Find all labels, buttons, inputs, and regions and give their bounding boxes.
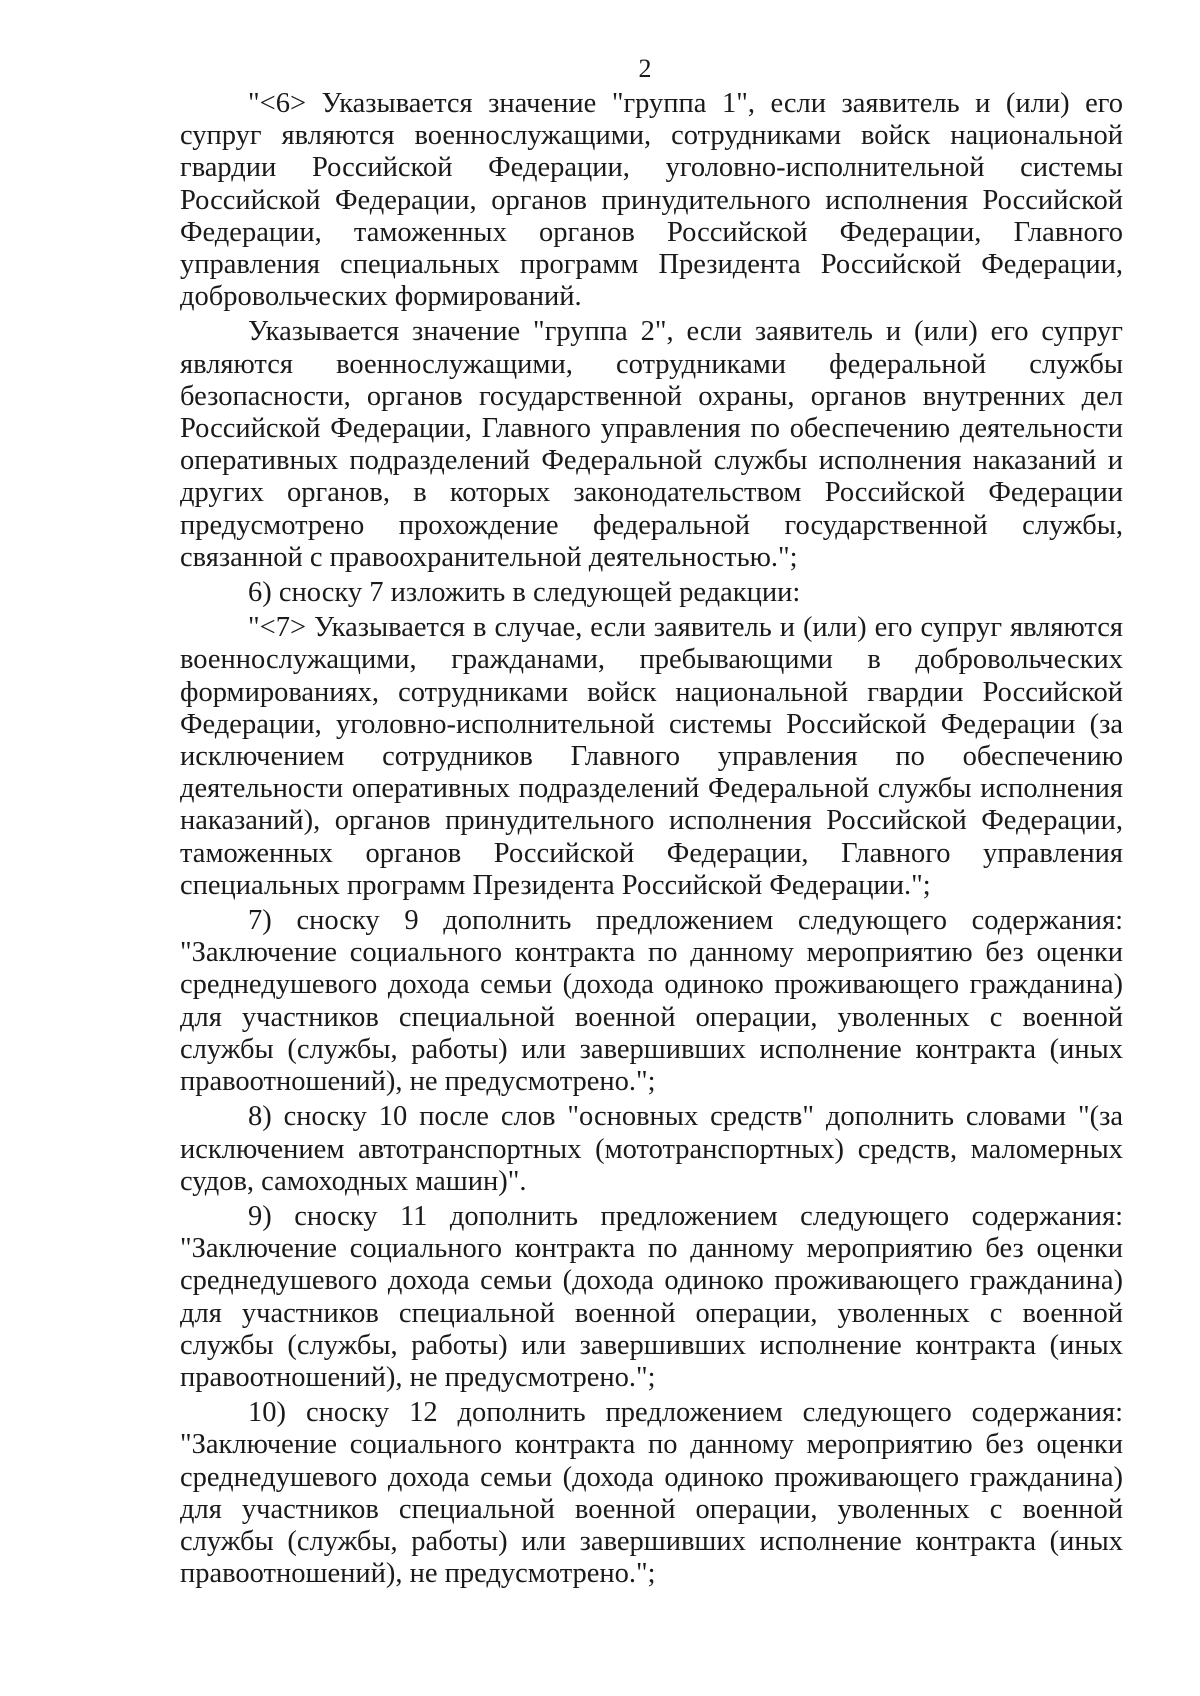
paragraph-item-10: 10) сноску 12 дополнить предложением следующего содержания: "Заключение социального контракта по данному мероприятию без оценки среднедушевого дохода семьи (дохода одиноко проживающего гражданина) для участников специальной военной операции, уволенных с военной службы (службы, работы) или завершивших исполнение контракта (иных правоотношений), не предусмотрено.";	[180, 1397, 1123, 1590]
page-number: 2	[638, 54, 652, 83]
paragraph-item-7: 7) сноску 9 дополнить предложением следующего содержания: "Заключение социального контракта по данному мероприятию без оценки среднедушевого дохода семьи (дохода одиноко проживающего гражданина) для участников специальной военной операции, уволенных с военной службы (службы, работы) или завершивших исполнение контракта (иных правоотношений), не предусмотрено.";	[180, 905, 1123, 1098]
paragraph-footnote-7: "<7> Указывается в случае, если заявитель и (или) его супруг являются военнослужащими, гражданами, пребывающими в добровольческих формированиях, сотрудниками войск национальной гвардии Российской Федерации, уголовно-исполнительной системы Российской Федерации (за исключением сотрудников Главного управления по обеспечению деятельности оперативных подразделений Федеральной службы исполнения наказаний), органов принудительного исполнения Российской Федерации, таможенных органов Российской Федерации, Главного управления специальных программ Президента Российской Федерации.";	[180, 612, 1123, 901]
paragraph-item-6: 6) сноску 7 изложить в следующей редакции:	[248, 577, 801, 609]
paragraph-footnote-6-group-2: Указывается значение "группа 2", если заявитель и (или) его супруг являются военнослужащими, сотрудниками федеральной службы безопасности, органов государственной охраны, органов внутренних дел Российской Федерации, Главного управления по обеспечению деятельности оперативных подразделений Федеральной службы исполнения наказаний и других органов, в которых законодательством Российской Федерации предусмотрено прохождение федеральной государственной службы, связанной с правоохранительной деятельностью.";	[180, 316, 1123, 573]
document-body	[180, 88, 1123, 1590]
paragraph-item-9: 9) сноску 11 дополнить предложением следующего содержания: "Заключение социального контракта по данному мероприятию без оценки среднедушевого дохода семьи (дохода одиноко проживающего гражданина) для участников специальной военной операции, уволенных с военной службы (службы, работы) или завершивших исполнение контракта (иных правоотношений), не предусмотрено.";	[180, 1200, 1123, 1393]
paragraph-footnote-6-group-1: "<6> Указывается значение "группа 1", если заявитель и (или) его супруг являются военнослужащими, сотрудниками войск национальной гвардии Российской Федерации, уголовно-исполнительной системы Российской Федерации, органов принудительного исполнения Российской Федерации, таможенных органов Российской Федерации, Главного управления специальных программ Президента Российской Федерации, добровольческих формирований.	[180, 88, 1123, 313]
paragraph-item-8: 8) сноску 10 после слов "основных средств" дополнить словами "(за исключением автотранспортных (мототранспортных) средств, маломерных судов, самоходных машин)".	[180, 1101, 1123, 1197]
